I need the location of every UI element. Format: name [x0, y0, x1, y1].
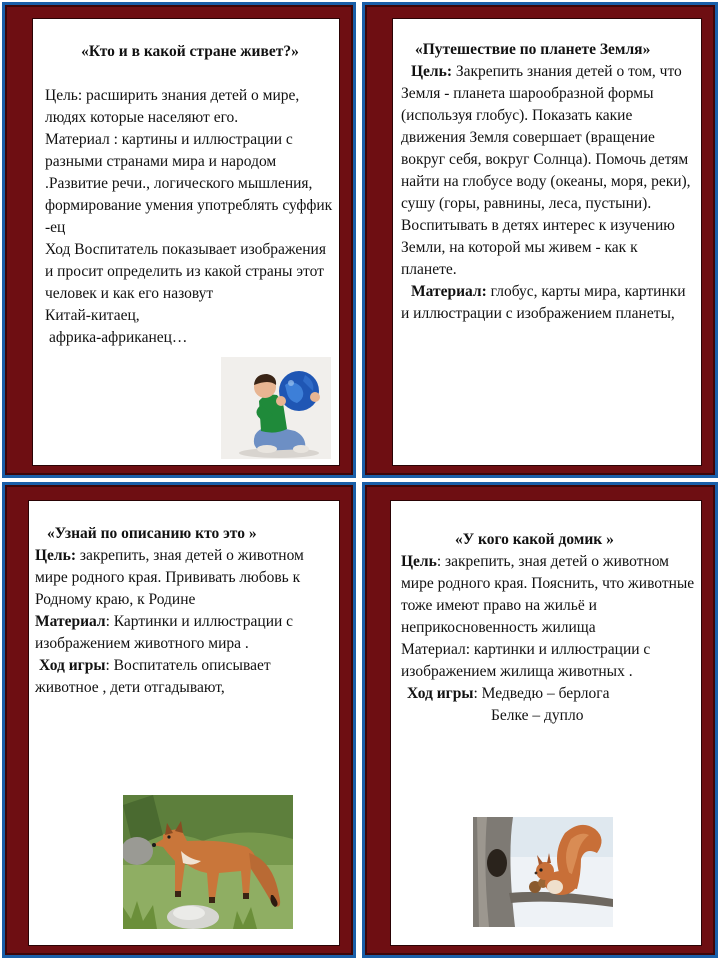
card-page	[391, 501, 701, 945]
card-course-label: Ход игры	[407, 685, 474, 702]
card-material: Материал: картинки и иллюстрации с изображением жилища животных .	[401, 641, 651, 680]
card-course-text: : Воспитатель описывает животное , дети отгадывают,	[35, 657, 271, 696]
card-countries	[2, 2, 356, 478]
card-material: Материал : картины и иллюстрации с разными странами мира и народом .Развитие речи., логического мышления, формирование умения употреблять суффик -ец	[45, 131, 333, 236]
card-goal	[401, 61, 697, 281]
card-example-2: африка-африканец…	[49, 329, 188, 346]
card-course-text: : Медведю – берлога	[473, 685, 610, 702]
fox-image	[123, 795, 293, 929]
card-animal-homes	[362, 482, 718, 958]
boy-with-globe-image	[221, 357, 331, 459]
card-page	[33, 19, 339, 465]
card-page	[393, 19, 701, 465]
card-course-line-2: Белке – дупло	[491, 707, 584, 724]
card-goal-text: Закрепить знания детей о том, что Земля - планета шарообразной формы (используя глобус). Показать какие движения Земля совершает (вращение вокруг себя, вокруг Солнца). Помочь детям найти на глобусе воду (океаны, моря, реки), сушу (горы, равнины, леса, пустыни). Воспитывать в детях интерес к изучению Земли, на которой мы живем - как к планете.	[401, 63, 691, 278]
card-goal-text: закрепить, зная детей о животном мире родного края. Прививать любовь к Родному краю, к Родине	[35, 547, 304, 608]
card-example-1: Китай-китаец,	[45, 307, 140, 324]
squirrel-image	[473, 817, 613, 927]
card-goal-text: : закрепить, зная детей о животном мире родного края. Пояснить, что животные тоже имеют право на жильё и неприкосновенность жилища	[401, 553, 695, 636]
card-course-label: Ход игры	[39, 657, 106, 674]
card-goal: Цель: расширить знания детей о мире, людях которые населяют его.	[45, 87, 300, 126]
card-title: «Узнай по описанию кто это »	[47, 525, 257, 542]
card-title: «У кого какой домик »	[455, 531, 614, 548]
card-course: Ход Воспитатель показывает изображения и просит определить из какой страны этот человек и как его назовут	[45, 241, 326, 302]
card-text	[401, 529, 697, 727]
card-title: «Кто и в какой стране живет?»	[81, 43, 299, 60]
card-title: «Путешествие по планете Земля»	[415, 41, 651, 58]
card-course	[35, 655, 275, 699]
card-material-text: глобус, карты мира, картинки и иллюстрации с изображением планеты,	[401, 283, 686, 322]
card-material	[401, 281, 697, 325]
card-goal	[401, 551, 697, 639]
card-text	[45, 41, 335, 349]
card-text	[401, 39, 697, 325]
card-material-text: : Картинки и иллюстрации с изображением животного мира .	[35, 613, 294, 652]
card-guess-animal	[2, 482, 356, 958]
card-material-label: Материал:	[411, 283, 487, 300]
card-goal	[35, 545, 335, 611]
card-page	[29, 501, 339, 945]
card-planet-earth	[362, 2, 718, 478]
card-goal-label: Цель:	[35, 547, 76, 564]
card-goal-label: Цель:	[411, 63, 452, 80]
card-goal-label: Цель	[401, 553, 437, 570]
card-material-label: Материал	[35, 613, 106, 630]
card-course	[401, 683, 697, 705]
card-text	[35, 523, 335, 699]
card-material	[35, 611, 335, 655]
